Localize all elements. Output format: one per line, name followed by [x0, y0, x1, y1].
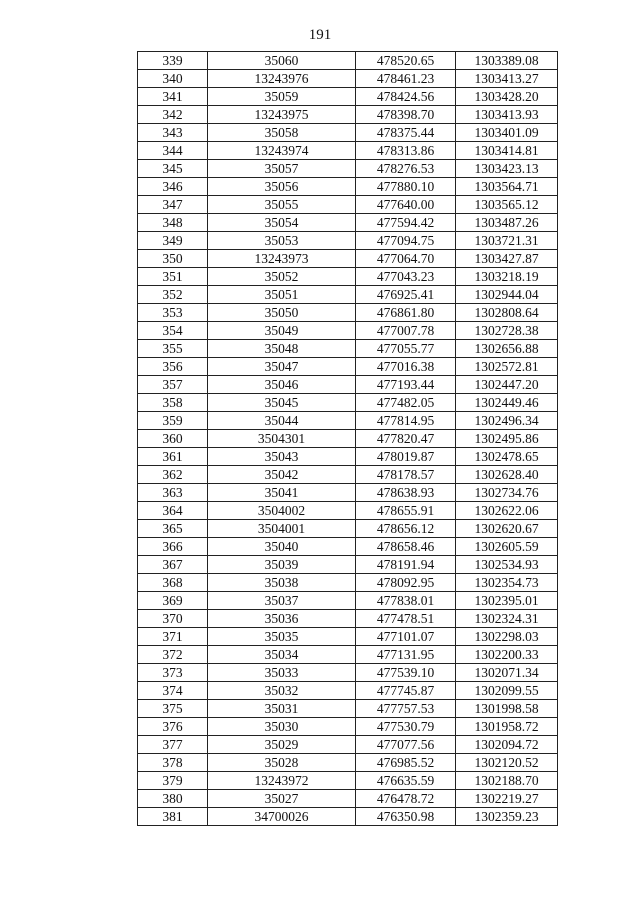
table-row — [138, 376, 558, 394]
row-index-cell: 339 — [138, 52, 208, 70]
y-coordinate-cell: 1302449.46 — [456, 394, 558, 412]
row-index-cell: 381 — [138, 808, 208, 826]
row-index-cell: 342 — [138, 106, 208, 124]
y-coordinate-cell: 1302628.40 — [456, 466, 558, 484]
row-index-cell: 348 — [138, 214, 208, 232]
table-row — [138, 592, 558, 610]
x-coordinate-cell: 477820.47 — [356, 430, 456, 448]
point-id-cell: 3504001 — [208, 520, 356, 538]
table-row — [138, 790, 558, 808]
x-coordinate-cell: 478276.53 — [356, 160, 456, 178]
table-row — [138, 340, 558, 358]
x-coordinate-cell: 477838.01 — [356, 592, 456, 610]
y-coordinate-cell: 1302734.76 — [456, 484, 558, 502]
point-id-cell: 35037 — [208, 592, 356, 610]
table-row — [138, 430, 558, 448]
point-id-cell: 35034 — [208, 646, 356, 664]
row-index-cell: 374 — [138, 682, 208, 700]
table-row — [138, 628, 558, 646]
row-index-cell: 354 — [138, 322, 208, 340]
table-row — [138, 772, 558, 790]
y-coordinate-cell: 1302496.34 — [456, 412, 558, 430]
y-coordinate-cell: 1302120.52 — [456, 754, 558, 772]
row-index-cell: 359 — [138, 412, 208, 430]
x-coordinate-cell: 476350.98 — [356, 808, 456, 826]
row-index-cell: 363 — [138, 484, 208, 502]
x-coordinate-cell: 477007.78 — [356, 322, 456, 340]
table-row — [138, 268, 558, 286]
y-coordinate-cell: 1302728.38 — [456, 322, 558, 340]
point-id-cell: 35056 — [208, 178, 356, 196]
y-coordinate-cell: 1301998.58 — [456, 700, 558, 718]
point-id-cell: 35055 — [208, 196, 356, 214]
row-index-cell: 351 — [138, 268, 208, 286]
x-coordinate-cell: 477880.10 — [356, 178, 456, 196]
row-index-cell: 340 — [138, 70, 208, 88]
row-index-cell: 350 — [138, 250, 208, 268]
table-row — [138, 754, 558, 772]
point-id-cell: 13243975 — [208, 106, 356, 124]
x-coordinate-cell: 478375.44 — [356, 124, 456, 142]
row-index-cell: 368 — [138, 574, 208, 592]
table-row — [138, 358, 558, 376]
table-row — [138, 718, 558, 736]
point-id-cell: 35050 — [208, 304, 356, 322]
y-coordinate-cell: 1302354.73 — [456, 574, 558, 592]
table-row — [138, 250, 558, 268]
table-row — [138, 196, 558, 214]
table-row — [138, 646, 558, 664]
table-row — [138, 610, 558, 628]
table-row — [138, 736, 558, 754]
point-id-cell: 35028 — [208, 754, 356, 772]
row-index-cell: 353 — [138, 304, 208, 322]
x-coordinate-cell: 476478.72 — [356, 790, 456, 808]
point-id-cell: 35030 — [208, 718, 356, 736]
row-index-cell: 356 — [138, 358, 208, 376]
table-row — [138, 304, 558, 322]
y-coordinate-cell: 1303564.71 — [456, 178, 558, 196]
y-coordinate-cell: 1303414.81 — [456, 142, 558, 160]
y-coordinate-cell: 1302572.81 — [456, 358, 558, 376]
x-coordinate-cell: 477530.79 — [356, 718, 456, 736]
x-coordinate-cell: 477757.53 — [356, 700, 456, 718]
y-coordinate-cell: 1303218.19 — [456, 268, 558, 286]
point-id-cell: 13243974 — [208, 142, 356, 160]
y-coordinate-cell: 1302200.33 — [456, 646, 558, 664]
table-row — [138, 664, 558, 682]
row-index-cell: 373 — [138, 664, 208, 682]
point-id-cell: 35042 — [208, 466, 356, 484]
point-id-cell: 35036 — [208, 610, 356, 628]
y-coordinate-cell: 1302656.88 — [456, 340, 558, 358]
row-index-cell: 352 — [138, 286, 208, 304]
point-id-cell: 35051 — [208, 286, 356, 304]
row-index-cell: 365 — [138, 520, 208, 538]
x-coordinate-cell: 478656.12 — [356, 520, 456, 538]
table-row — [138, 448, 558, 466]
x-coordinate-cell: 477043.23 — [356, 268, 456, 286]
table-row — [138, 70, 558, 88]
point-id-cell: 3504301 — [208, 430, 356, 448]
row-index-cell: 375 — [138, 700, 208, 718]
table-row — [138, 106, 558, 124]
point-id-cell: 35049 — [208, 322, 356, 340]
table-row — [138, 466, 558, 484]
point-id-cell: 13243973 — [208, 250, 356, 268]
y-coordinate-cell: 1303413.27 — [456, 70, 558, 88]
y-coordinate-cell: 1302808.64 — [456, 304, 558, 322]
point-id-cell: 35044 — [208, 412, 356, 430]
table-row — [138, 88, 558, 106]
y-coordinate-cell: 1303427.87 — [456, 250, 558, 268]
point-id-cell: 35029 — [208, 736, 356, 754]
row-index-cell: 377 — [138, 736, 208, 754]
row-index-cell: 341 — [138, 88, 208, 106]
x-coordinate-cell: 477814.95 — [356, 412, 456, 430]
point-id-cell: 35047 — [208, 358, 356, 376]
table-row — [138, 700, 558, 718]
point-id-cell: 35052 — [208, 268, 356, 286]
x-coordinate-cell: 477745.87 — [356, 682, 456, 700]
y-coordinate-cell: 1302620.67 — [456, 520, 558, 538]
row-index-cell: 355 — [138, 340, 208, 358]
point-id-cell: 35045 — [208, 394, 356, 412]
row-index-cell: 376 — [138, 718, 208, 736]
y-coordinate-cell: 1302359.23 — [456, 808, 558, 826]
point-id-cell: 35054 — [208, 214, 356, 232]
point-id-cell: 35032 — [208, 682, 356, 700]
row-index-cell: 357 — [138, 376, 208, 394]
x-coordinate-cell: 478313.86 — [356, 142, 456, 160]
x-coordinate-cell: 476985.52 — [356, 754, 456, 772]
y-coordinate-cell: 1302298.03 — [456, 628, 558, 646]
row-index-cell: 366 — [138, 538, 208, 556]
point-id-cell: 13243976 — [208, 70, 356, 88]
x-coordinate-cell: 477016.38 — [356, 358, 456, 376]
x-coordinate-cell: 478658.46 — [356, 538, 456, 556]
row-index-cell: 360 — [138, 430, 208, 448]
y-coordinate-cell: 1302094.72 — [456, 736, 558, 754]
point-id-cell: 35053 — [208, 232, 356, 250]
row-index-cell: 371 — [138, 628, 208, 646]
x-coordinate-cell: 478424.56 — [356, 88, 456, 106]
row-index-cell: 361 — [138, 448, 208, 466]
point-id-cell: 35060 — [208, 52, 356, 70]
row-index-cell: 346 — [138, 178, 208, 196]
table-row — [138, 322, 558, 340]
coordinates-table-body — [138, 52, 558, 826]
y-coordinate-cell: 1303413.93 — [456, 106, 558, 124]
x-coordinate-cell: 477539.10 — [356, 664, 456, 682]
row-index-cell: 378 — [138, 754, 208, 772]
row-index-cell: 380 — [138, 790, 208, 808]
y-coordinate-cell: 1301958.72 — [456, 718, 558, 736]
x-coordinate-cell: 476635.59 — [356, 772, 456, 790]
row-index-cell: 345 — [138, 160, 208, 178]
x-coordinate-cell: 476925.41 — [356, 286, 456, 304]
coordinates-table — [137, 51, 558, 826]
point-id-cell: 35033 — [208, 664, 356, 682]
y-coordinate-cell: 1302605.59 — [456, 538, 558, 556]
y-coordinate-cell: 1302071.34 — [456, 664, 558, 682]
table-row — [138, 556, 558, 574]
y-coordinate-cell: 1302622.06 — [456, 502, 558, 520]
row-index-cell: 358 — [138, 394, 208, 412]
row-index-cell: 370 — [138, 610, 208, 628]
x-coordinate-cell: 477094.75 — [356, 232, 456, 250]
y-coordinate-cell: 1303487.26 — [456, 214, 558, 232]
x-coordinate-cell: 476861.80 — [356, 304, 456, 322]
row-index-cell: 369 — [138, 592, 208, 610]
point-id-cell: 35057 — [208, 160, 356, 178]
y-coordinate-cell: 1303401.09 — [456, 124, 558, 142]
y-coordinate-cell: 1302324.31 — [456, 610, 558, 628]
table-row — [138, 682, 558, 700]
x-coordinate-cell: 478191.94 — [356, 556, 456, 574]
x-coordinate-cell: 478092.95 — [356, 574, 456, 592]
row-index-cell: 364 — [138, 502, 208, 520]
point-id-cell: 13243972 — [208, 772, 356, 790]
row-index-cell: 379 — [138, 772, 208, 790]
y-coordinate-cell: 1303565.12 — [456, 196, 558, 214]
point-id-cell: 35043 — [208, 448, 356, 466]
page-number: 191 — [308, 27, 332, 43]
point-id-cell: 35040 — [208, 538, 356, 556]
y-coordinate-cell: 1302099.55 — [456, 682, 558, 700]
table-row — [138, 214, 558, 232]
y-coordinate-cell: 1303389.08 — [456, 52, 558, 70]
x-coordinate-cell: 478461.23 — [356, 70, 456, 88]
point-id-cell: 35046 — [208, 376, 356, 394]
y-coordinate-cell: 1302478.65 — [456, 448, 558, 466]
x-coordinate-cell: 478019.87 — [356, 448, 456, 466]
y-coordinate-cell: 1303428.20 — [456, 88, 558, 106]
table-row — [138, 502, 558, 520]
x-coordinate-cell: 477131.95 — [356, 646, 456, 664]
point-id-cell: 34700026 — [208, 808, 356, 826]
table-row — [138, 286, 558, 304]
y-coordinate-cell: 1302495.86 — [456, 430, 558, 448]
point-id-cell: 35038 — [208, 574, 356, 592]
table-row — [138, 808, 558, 826]
x-coordinate-cell: 477640.00 — [356, 196, 456, 214]
x-coordinate-cell: 478655.91 — [356, 502, 456, 520]
x-coordinate-cell: 478520.65 — [356, 52, 456, 70]
y-coordinate-cell: 1302447.20 — [456, 376, 558, 394]
x-coordinate-cell: 477055.77 — [356, 340, 456, 358]
row-index-cell: 347 — [138, 196, 208, 214]
table-row — [138, 484, 558, 502]
point-id-cell: 3504002 — [208, 502, 356, 520]
point-id-cell: 35059 — [208, 88, 356, 106]
table-row — [138, 520, 558, 538]
row-index-cell: 367 — [138, 556, 208, 574]
y-coordinate-cell: 1302219.27 — [456, 790, 558, 808]
point-id-cell: 35039 — [208, 556, 356, 574]
row-index-cell: 372 — [138, 646, 208, 664]
point-id-cell: 35048 — [208, 340, 356, 358]
point-id-cell: 35035 — [208, 628, 356, 646]
row-index-cell: 362 — [138, 466, 208, 484]
point-id-cell: 35027 — [208, 790, 356, 808]
y-coordinate-cell: 1303721.31 — [456, 232, 558, 250]
x-coordinate-cell: 477064.70 — [356, 250, 456, 268]
y-coordinate-cell: 1303423.13 — [456, 160, 558, 178]
table-row — [138, 232, 558, 250]
point-id-cell: 35041 — [208, 484, 356, 502]
row-index-cell: 349 — [138, 232, 208, 250]
point-id-cell: 35031 — [208, 700, 356, 718]
table-row — [138, 394, 558, 412]
y-coordinate-cell: 1302188.70 — [456, 772, 558, 790]
row-index-cell: 344 — [138, 142, 208, 160]
x-coordinate-cell: 477478.51 — [356, 610, 456, 628]
table-row — [138, 538, 558, 556]
x-coordinate-cell: 478398.70 — [356, 106, 456, 124]
x-coordinate-cell: 477482.05 — [356, 394, 456, 412]
x-coordinate-cell: 477077.56 — [356, 736, 456, 754]
table-row — [138, 412, 558, 430]
y-coordinate-cell: 1302944.04 — [456, 286, 558, 304]
point-id-cell: 35058 — [208, 124, 356, 142]
x-coordinate-cell: 477193.44 — [356, 376, 456, 394]
x-coordinate-cell: 477101.07 — [356, 628, 456, 646]
table-row — [138, 124, 558, 142]
table-row — [138, 160, 558, 178]
table-row — [138, 178, 558, 196]
table-row — [138, 574, 558, 592]
x-coordinate-cell: 478638.93 — [356, 484, 456, 502]
row-index-cell: 343 — [138, 124, 208, 142]
table-row — [138, 142, 558, 160]
table-row — [138, 52, 558, 70]
x-coordinate-cell: 478178.57 — [356, 466, 456, 484]
y-coordinate-cell: 1302395.01 — [456, 592, 558, 610]
y-coordinate-cell: 1302534.93 — [456, 556, 558, 574]
x-coordinate-cell: 477594.42 — [356, 214, 456, 232]
